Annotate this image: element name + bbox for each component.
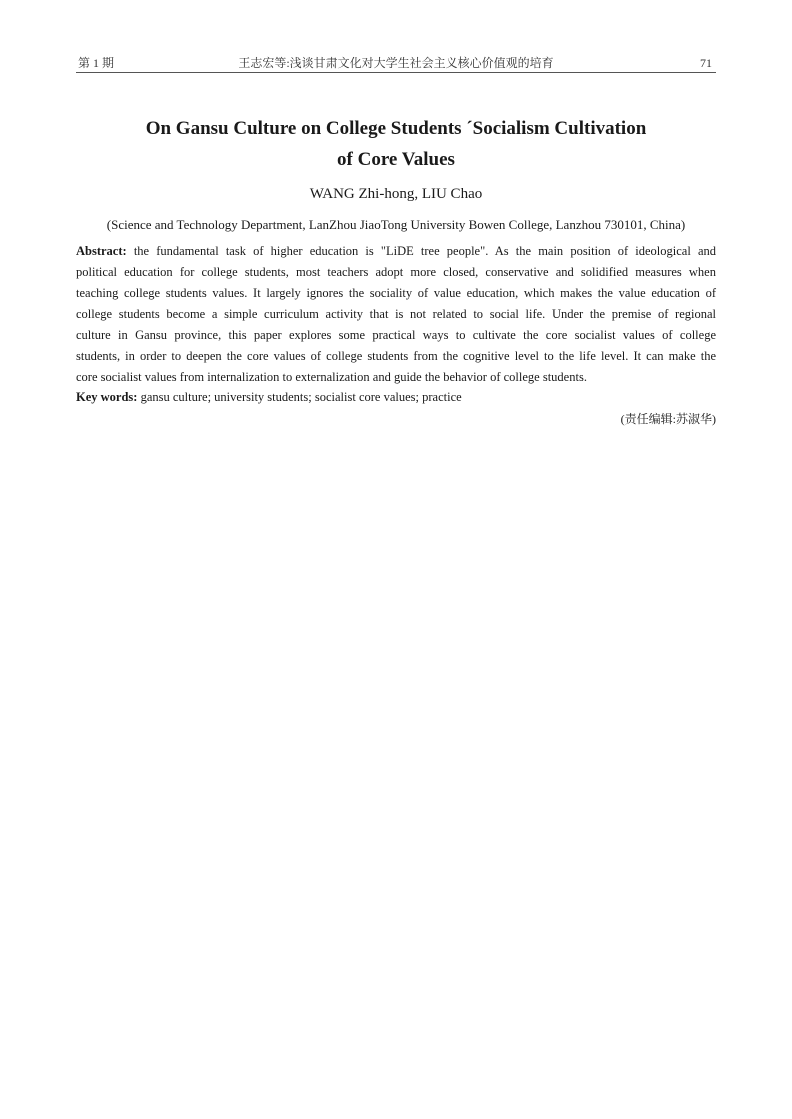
keywords (76, 387, 716, 408)
page-number: 71 (700, 56, 712, 70)
abstract-line: teaching college students values. It largely ignores the sociality of value education, which makes the value education of (76, 286, 716, 300)
abstract (76, 241, 716, 388)
abstract-line: college students become a simple curriculum activity that is not related to social life. Under the premise of regional (76, 307, 716, 321)
header-rule (76, 72, 716, 73)
keywords-label: Key words: (76, 390, 138, 404)
paper-title-line-2: of Core Values (337, 149, 455, 170)
abstract-line (76, 241, 716, 262)
keywords-text: gansu culture; university students; socialist core values; practice (137, 390, 462, 404)
abstract-line: core socialist values from internalization to externalization and guide the behavior of college students. (76, 370, 587, 384)
affiliation: (Science and Technology Department, LanZhou JiaoTong University Bowen College, Lanzhou 730101, China) (106, 217, 686, 232)
abstract-label: Abstract: (76, 244, 127, 258)
paper-title-line-1: On Gansu Culture on College Students ´Socialism Cultivation (145, 118, 647, 139)
journal-issue: 第 1 期 (78, 56, 115, 70)
running-header (76, 54, 716, 72)
authors: WANG Zhi-hong, LIU Chao (309, 186, 483, 202)
editor-note: (责任编辑:苏淑华) (620, 412, 716, 426)
abstract-line: culture in Gansu province, this paper explores some practical ways to cultivate the core socialist values of college (76, 328, 716, 342)
abstract-line-text: the fundamental task of higher education is "LiDE tree people". As the main position of ideological and (126, 244, 716, 258)
abstract-line: political education for college students, most teachers adopt more closed, conservative and solidified measures when (76, 265, 716, 279)
running-title: 王志宏等:浅谈甘肃文化对大学生社会主义核心价值观的培育 (238, 56, 554, 70)
abstract-line: students, in order to deepen the core values of college students from the cognitive level to the life level. It can make the (76, 349, 716, 363)
paper-title (76, 113, 716, 175)
